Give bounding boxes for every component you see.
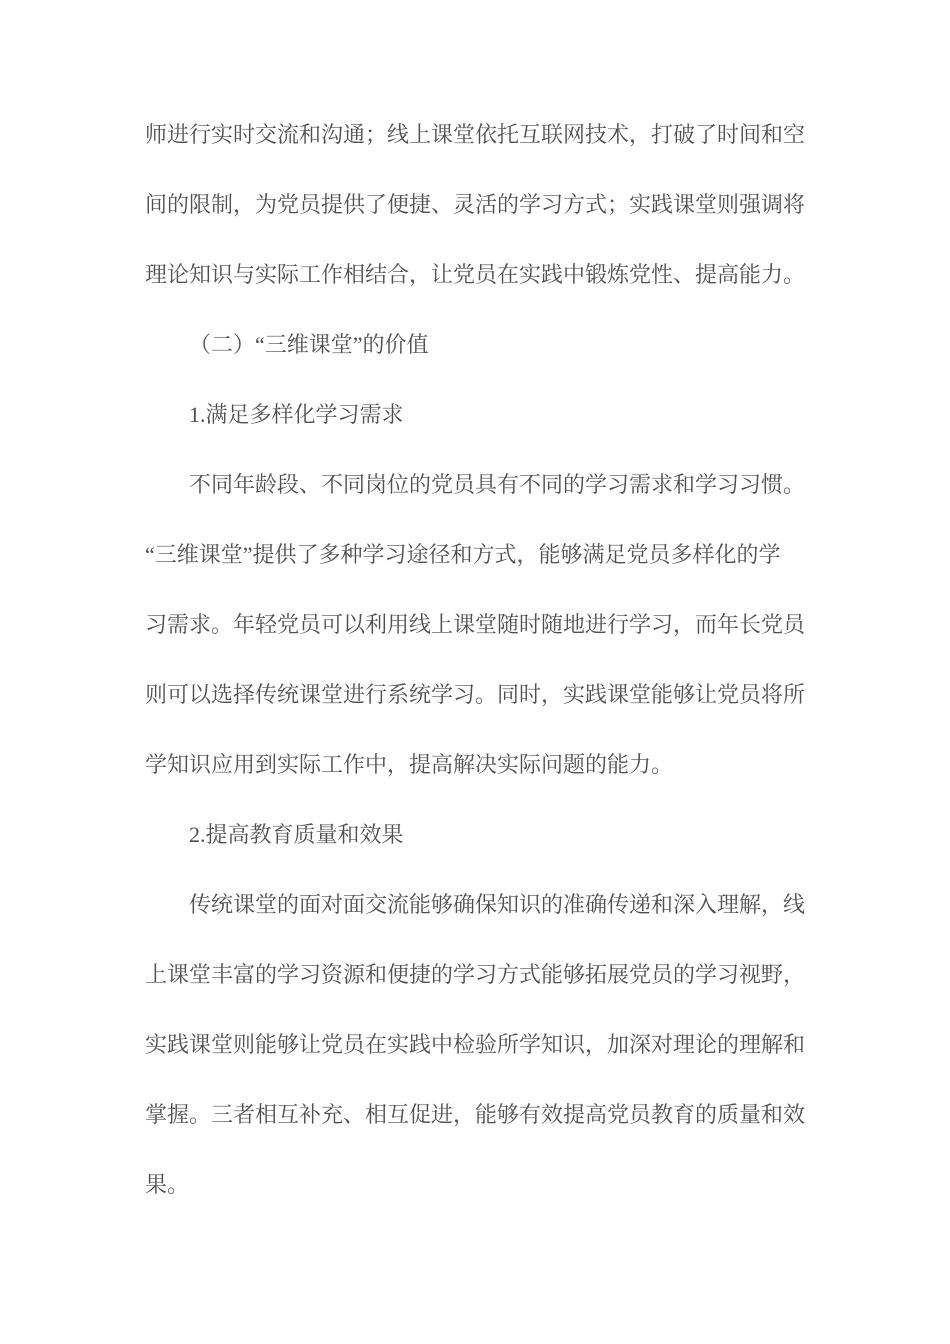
section-heading: （二）“三维课堂”的价值 [189, 332, 429, 357]
text-line: 果。 [145, 1172, 190, 1197]
text-line: 掌握。三者相互补充、相互促进，能够有效提高党员教育的质量和效 [145, 1102, 806, 1127]
text-line: 习需求。年轻党员可以利用线上课堂随时随地进行学习，而年长党员 [145, 612, 806, 637]
text-line: 不同年龄段、不同岗位的党员具有不同的学习需求和学习习惯。 [189, 472, 806, 497]
text-line: 学知识应用到实际工作中，提高解决实际问题的能力。 [145, 752, 674, 777]
text-block [145, 100, 825, 1220]
text-line: 实践课堂则能够让党员在实践中检验所学知识，加深对理论的理解和 [145, 1032, 806, 1057]
subsection-heading: 2.提高教育质量和效果 [189, 822, 404, 847]
text-line: 则可以选择传统课堂进行系统学习。同时，实践课堂能够让党员将所 [145, 682, 806, 707]
subsection-heading: 1.满足多样化学习需求 [189, 402, 404, 427]
text-line: 师进行实时交流和沟通；线上课堂依托互联网技术，打破了时间和空 [145, 122, 806, 147]
text-line: 理论知识与实际工作相结合，让党员在实践中锻炼党性、提高能力。 [145, 262, 806, 287]
text-line: 间的限制，为党员提供了便捷、灵活的学习方式；实践课堂则强调将 [145, 192, 806, 217]
text-line: 传统课堂的面对面交流能够确保知识的准确传递和深入理解，线 [189, 892, 806, 917]
text-line: 上课堂丰富的学习资源和便捷的学习方式能够拓展党员的学习视野， [145, 962, 806, 987]
text-line: “三维课堂”提供了多种学习途径和方式，能够满足党员多样化的学 [145, 542, 781, 567]
